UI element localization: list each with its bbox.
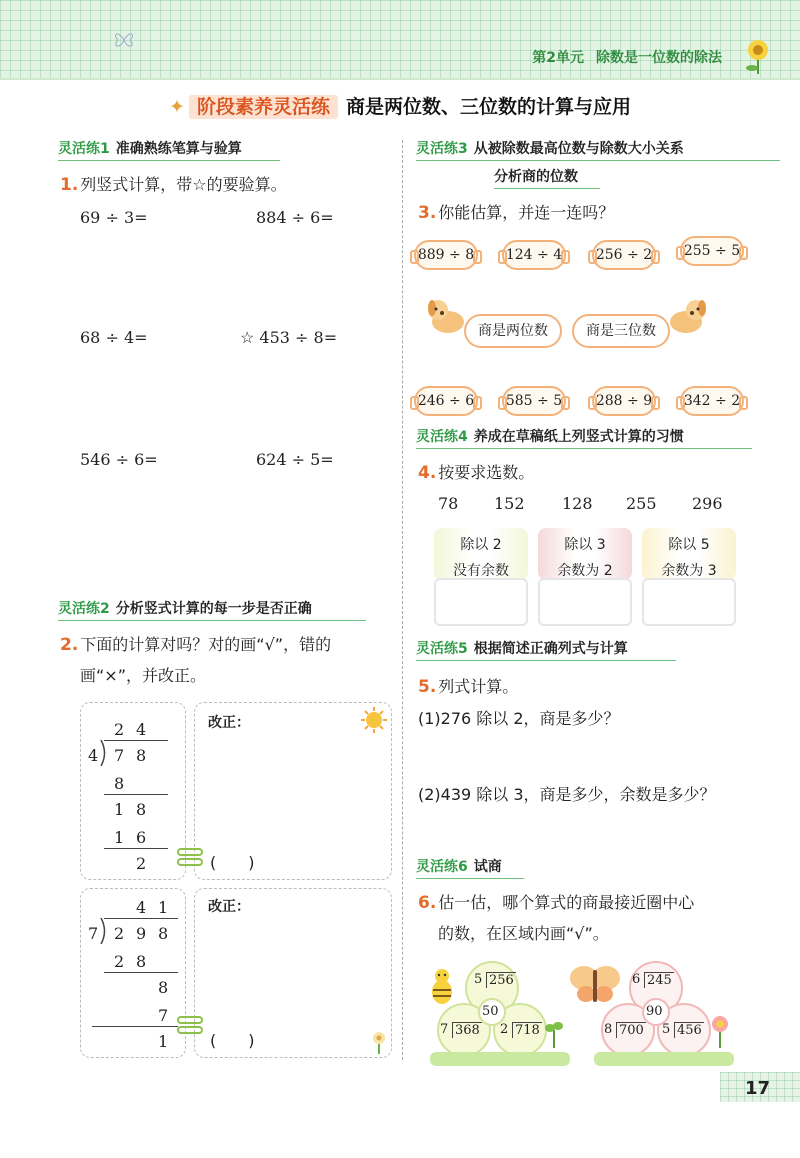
sub-question: (2)439 除以 3，商是多少，余数是多少？ [418,785,716,804]
section-3-heading-cont: 分析商的位数 [494,166,600,189]
expr-capsule[interactable]: 246 ÷ 6 [414,386,478,416]
division-bracket [100,740,108,766]
dividend-digit: 8 [158,924,169,943]
dog-icon [664,296,710,336]
expression: 68 ÷ 4= [80,328,148,347]
dividend: 456 [674,1022,704,1038]
question-text: 列式计算。 [438,677,519,696]
question-number: 2. [60,635,79,655]
section-4-heading [416,426,752,449]
divisor: 5 [474,972,483,987]
dividend-digit: 9 [136,924,147,943]
division-bracket [100,918,108,944]
center-number: 50 [482,1004,499,1019]
section-label: 灵活练3 [416,141,468,157]
step-digit: 8 [158,978,169,997]
answer-area[interactable] [434,578,528,626]
expr-capsule[interactable]: 342 ÷ 2 [680,386,744,416]
butterfly-icon [568,962,622,1006]
dividend-digit: 2 [114,924,125,943]
category-oval[interactable]: 商是两位数 [464,314,562,348]
section-text: 分析竖式计算的每一步是否正确 [115,601,312,617]
page-number: 17 [744,1078,770,1099]
answer-blank[interactable]: ( ) [210,1031,255,1050]
question-text-2: 画“×”，并改正。 [80,666,206,685]
question-1 [60,172,287,195]
page-title [0,92,800,119]
divisor: 7 [88,924,99,943]
step-digit: 8 [136,952,147,971]
question-number: 6. [418,893,437,913]
section-label: 灵活练2 [58,601,110,617]
section-label: 灵活练5 [416,641,468,657]
card-line: 除以 2 [460,537,502,553]
sun-icon [360,706,388,734]
step-line [92,1026,178,1027]
question-6 [418,890,788,944]
binder-clip-icon [176,846,204,868]
answer-area[interactable] [642,578,736,626]
step-digit: 8 [136,800,147,819]
flower-icon [368,1030,390,1054]
step-line [104,972,178,973]
long-division-box-1 [80,702,186,880]
section-5-heading [416,638,676,661]
condition-card [538,528,632,580]
bee-icon [424,966,460,1006]
condition-card [434,528,528,580]
step-digit: 6 [136,828,147,847]
center-number: 90 [646,1004,663,1019]
candidate-number: 128 [562,494,593,513]
section-label: 灵活练6 [416,859,468,875]
title-text: 商是两位数、三位数的计算与应用 [345,96,631,118]
question-text: 你能估算，并连一连吗？ [438,203,615,222]
answer-blank[interactable]: ( ) [210,853,255,872]
divisor: 5 [662,1022,671,1037]
step-digit: 2 [114,952,125,971]
section-2-heading [58,598,366,621]
step-line [104,794,168,795]
question-number: 3. [418,203,437,223]
expression: 884 ÷ 6= [256,208,334,227]
dividend: 718 [512,1022,542,1038]
step-digit: 8 [114,774,125,793]
card-line: 余数为 2 [557,563,613,579]
sprout-icon [544,1018,564,1048]
long-division-box-2 [80,888,186,1058]
section-3-heading [416,138,780,161]
question-text: 估一估，哪个算式的商最接近圈中心 [438,893,695,912]
butterfly-icon [112,30,136,50]
divisor: 4 [88,746,99,765]
expr-capsule[interactable]: 255 ÷ 5 [680,236,744,266]
question-number: 1. [60,175,79,195]
section-text: 试商 [473,859,502,875]
step-digit: 7 [158,1006,169,1025]
quotient-digit: 1 [158,898,169,917]
dividend: 256 [486,972,516,988]
category-oval[interactable]: 商是三位数 [572,314,670,348]
sunflower-icon [738,34,778,74]
dividend: 368 [452,1022,482,1038]
section-label: 灵活练1 [58,141,110,157]
correction-label: 改正： [208,715,250,731]
expr-capsule[interactable]: 256 ÷ 2 [592,240,656,270]
quotient-digit: 4 [136,720,147,739]
expr-capsule[interactable]: 288 ÷ 9 [592,386,656,416]
division-bar [104,918,178,919]
candidate-number: 296 [692,494,723,513]
sub-question: (1)276 除以 2，商是多少？ [418,709,620,728]
binder-clip-icon [176,1014,204,1036]
step-line [104,848,168,849]
expr-capsule[interactable]: 124 ÷ 4 [502,240,566,270]
sparkle-icon: ✦ [169,96,185,118]
section-text: 从被除数最高位数与除数大小关系 [473,141,684,157]
divisor: 2 [500,1022,509,1037]
column-divider [402,140,403,1060]
step-digit: 1 [114,800,125,819]
quotient-digit: 4 [136,898,147,917]
question-text-2: 的数，在区域内画“√”。 [438,924,609,943]
candidate-number: 78 [438,494,459,513]
section-1-heading [58,138,280,161]
answer-area[interactable] [538,578,632,626]
expression: 624 ÷ 5= [256,450,334,469]
question-text: 按要求选数。 [438,463,535,482]
condition-card [642,528,736,580]
candidate-number: 152 [494,494,525,513]
question-2 [60,632,400,686]
section-label: 灵活练4 [416,429,468,445]
expression: 69 ÷ 3= [80,208,148,227]
dividend-digit: 8 [136,746,147,765]
section-text: 养成在草稿纸上列竖式计算的习惯 [473,429,684,445]
section-text: 准确熟练笔算与验算 [115,141,242,157]
candidate-number: 255 [626,494,657,513]
card-line: 余数为 3 [661,563,717,579]
question-3 [418,200,614,223]
question-5 [418,674,518,697]
expression: 546 ÷ 6= [80,450,158,469]
question-4 [418,460,534,483]
expr-capsule[interactable]: 585 ÷ 5 [502,386,566,416]
card-line: 没有余数 [453,563,509,579]
divisor: 6 [632,972,641,987]
dividend: 245 [644,972,674,988]
card-line: 除以 3 [564,537,606,553]
expr-capsule[interactable]: 889 ÷ 8 [414,240,478,270]
unit-number: 第2单元 [532,50,584,66]
question-text: 下面的计算对吗？对的画“√”，错的 [80,635,332,654]
step-digit: 1 [114,828,125,847]
dividend: 700 [616,1022,646,1038]
divisor: 7 [440,1022,449,1037]
section-text: 根据简述正确列式与计算 [473,641,628,657]
remainder-digit: 1 [158,1032,169,1051]
question-number: 4. [418,463,437,483]
division-bar [104,740,168,741]
dividend-digit: 7 [114,746,125,765]
quotient-digit: 2 [114,720,125,739]
title-tag: 阶段素养灵活练 [189,95,338,119]
section-6-heading [416,856,524,879]
question-text: 列竖式计算，带☆的要验算。 [80,175,287,194]
remainder-digit: 2 [136,854,147,873]
question-number: 5. [418,677,437,697]
expression: ☆ 453 ÷ 8= [240,328,338,347]
correction-label: 改正： [208,899,250,915]
divisor: 8 [604,1022,613,1037]
card-line: 除以 5 [668,537,710,553]
unit-title: 除数是一位数的除法 [596,50,722,66]
flower-icon [708,1014,732,1048]
